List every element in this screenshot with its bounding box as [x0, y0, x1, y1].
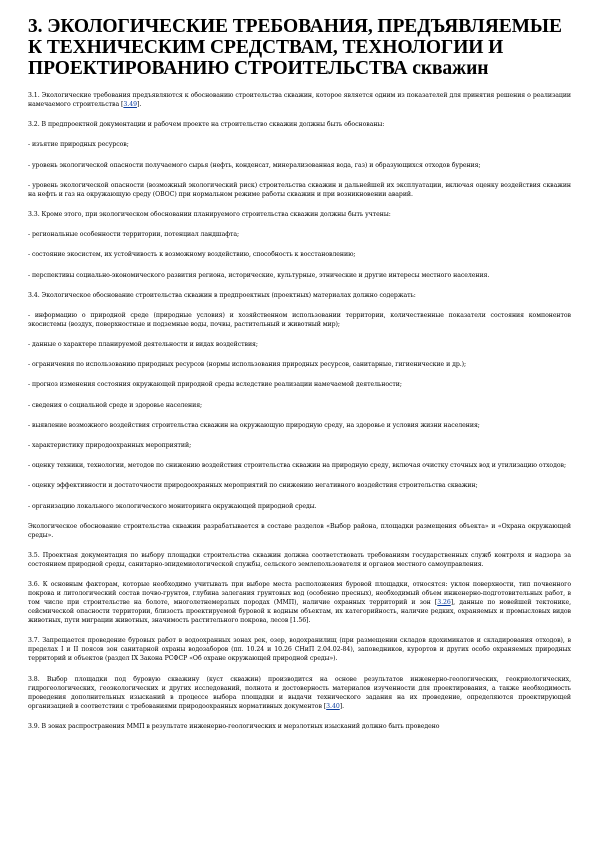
paragraph-text: 3.3. Кроме этого, при экологическом обосновании планируемого строительства скважин должны быть учтены: [28, 210, 391, 218]
paragraph [28, 522, 571, 540]
reference-link[interactable]: 3.49 [123, 101, 137, 108]
paragraph [28, 91, 571, 109]
paragraph-text: 3.7. Запрещается проведение буровых работ в водоохранных зонах рек, озер, водохранилищ (при размещении складов ядохимикатов и складирования отходов), в пределах I и II поясов зон санитарной охраны водозаборов (пп. 10.24 и 10.26 СНиП 2.04.02-84), заповедников, курортов и других особо охраняемых природных территорий и объектов (раздел IX Закона РСФСР «Об охране окружающей природной среды»). [28, 637, 571, 663]
paragraph-text: - уровень экологической опасности получаемого сырья (нефть, конденсат, минерализованная вода, газ) и образующихся отходов бурения; [28, 161, 481, 169]
reference-link[interactable]: 3.26 [437, 599, 451, 607]
paragraph [28, 580, 571, 625]
paragraph-text: 3.5. Проектная документация по выбору площадки строительства скважин должна соответствовать требованиям государственных служб контроля и надзора за состоянием природной среды, санитарно-эпидемиологической службы, сельского землепользователя и органов местного самоуправления. [28, 551, 571, 568]
paragraph-text: - характеристику природоохранных мероприятий; [28, 442, 192, 449]
paragraph-text: - данные о характере планируемой деятельности и видах воздействия; [28, 341, 258, 349]
paragraph [28, 210, 571, 219]
paragraph-text: - региональные особенности территории, потенциал ландшафта; [28, 231, 240, 239]
paragraph-text: - перспективы социально-экономического развития региона, исторические, культурные, этнические и другие интересы местного населения. [28, 271, 490, 279]
paragraph [28, 120, 571, 129]
paragraph-text-tail: ]. [339, 702, 345, 710]
paragraph [28, 636, 571, 663]
paragraph-text: 3.9. В зонах распространения ММП в результате инженерно-геологических и мерзлотных изысканий должно быть проведено [28, 722, 440, 730]
paragraph [28, 161, 571, 170]
paragraph-text: - оценку эффективности и достаточности природоохранных мероприятий по снижению негативного воздействия строительства скважин; [28, 482, 478, 490]
paragraph [28, 360, 571, 369]
paragraph [28, 551, 571, 569]
paragraph [28, 722, 571, 731]
paragraph-text: - оценку техники, технологии, методов по снижению воздействия строительства скважин на природную среду, включая очистку сточных вод и утилизацию отходов; [28, 462, 566, 470]
paragraph-text: - состояние экосистем, их устойчивость к возможному воздействию, способность к восстановлению; [28, 251, 356, 259]
paragraph-text: 3.1. Экологические требования предъявляются к обоснованию строительства скважин, которое является одним из показателей для принятия решения о реализации намечаемого строительства [ [28, 92, 571, 108]
paragraph-text: - сведения о социальной среде и здоровье населения; [28, 401, 203, 409]
paragraph-text: Экологическое обоснование строительства скважин разрабатывается в составе разделов «Выбор района, площадки размещения объекта» и «Охрана окружающей среды». [28, 522, 571, 539]
paragraph-text: - ограничения по использованию природных ресурсов (нормы использования природных ресурсов, санитарные, гигиенические и др.); [28, 361, 467, 369]
paragraph-text: 3.6. К основным факторам, которые необходимо учитывать при выборе места расположения буровой площадки, относятся: уклон поверхности, тип почвенного покрова и литологический состав почво-грунтов, глубина залегания грунтовых вод (особенно пресных), необходимый объем инженерно-подготовительных работ, в том числе при строительстве на болоте, многолетнемерзлых породах (ММП), наличие охранных территорий и зон [ [28, 581, 571, 607]
paragraph [28, 140, 571, 149]
section-title: 3. ЭКОЛОГИЧЕСКИЕ ТРЕБОВАНИЯ, ПРЕДЪЯВЛЯЕМЫЕ К ТЕХНИЧЕСКИМ СРЕДСТВАМ, ТЕХНОЛОГИИ И ПРОЕКТИРОВАНИЮ СТРОИТЕЛЬСТВА скважин [28, 16, 562, 79]
reference-link[interactable]: 3.40 [326, 702, 340, 710]
paragraph [28, 271, 571, 280]
paragraph [28, 481, 571, 490]
paragraph-text: - уровень экологической опасности (возможный экологический риск) строительства скважин и дальнейшей их эксплуатации, включая оценку воздействия скважин на нефть и газ на окружающую среду (ОВОС) при нормальном режиме работы скважин и при возникновении аварий. [28, 181, 571, 198]
paragraph [28, 675, 571, 711]
paragraph-text: - информацию о природной среде (природные условия) и хозяйственном использовании территории, количественные показатели состояния компонентов экосистемы (воздух, поверхностные и подземные воды, почвы, растительный и животный мир); [28, 311, 571, 328]
paragraph [28, 421, 571, 430]
paragraph [28, 441, 571, 450]
paragraph [28, 291, 571, 300]
paragraph-text: - прогноз изменения состояния окружающей природной среды вследствие реализации намечаемой деятельности; [28, 381, 402, 389]
paragraph [28, 401, 571, 410]
paragraph-text: - организацию локального экологического мониторинга окружающей природной среды. [28, 502, 317, 510]
paragraph-text-tail: ]. [136, 101, 142, 108]
section-body [28, 91, 571, 731]
paragraph [28, 230, 571, 239]
paragraph [28, 250, 571, 259]
paragraph-text: 3.2. В предпроектной документации и рабочем проекте на строительство скважин должны быть обоснованы: [28, 121, 385, 129]
paragraph [28, 340, 571, 349]
paragraph [28, 461, 571, 470]
paragraph [28, 502, 571, 511]
paragraph [28, 311, 571, 329]
paragraph-text: - выявление возможного воздействия строительства скважин на окружающую природную среду, на здоровье и условия жизни населения; [28, 421, 480, 429]
paragraph-text: 3.4. Экологическое обоснование строительства скважин в предпроектных (проектных) материалах должно содержать: [28, 291, 416, 299]
paragraph [28, 380, 571, 389]
paragraph-text: 3.8. Выбор площадки под буровую скважину (куст скважин) производится на основе результатов инженерно-геологических, геокриологических, гидрогеологических, геоэкологических и других исследований, полнота и достоверность материалов изученности для проектирования, а также необходимость проведения дополнительных изысканий в процессе выбора площадки и выдачи технического задания на их проведение, определяются проектирующей организацией в соответствии с требованиями природоохранных нормативных документов [ [28, 675, 571, 710]
paragraph-text-tail: ], данные по новейшей тектонике, сейсмической опасности территории, близость проектируемой буровой к водным объектам, их категорийность, наличие редких, охраняемых и промысловых видов животных, пути миграции животных, значимость растительного покрова, лесов [1.56]. [28, 599, 571, 625]
paragraph [28, 181, 571, 199]
paragraph-text: - изъятие природных ресурсов; [28, 141, 129, 149]
